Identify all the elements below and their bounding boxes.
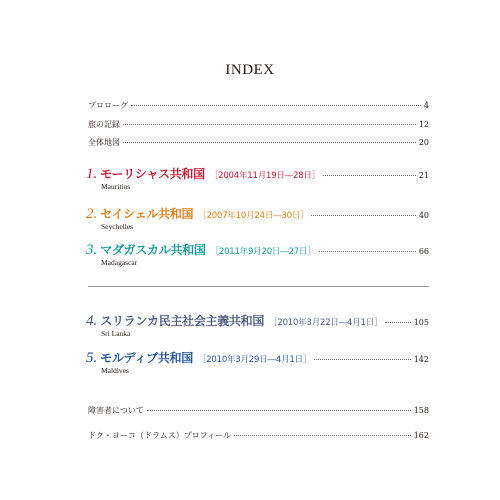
dot-leader xyxy=(123,124,416,125)
toc-entry-seychelles[interactable] xyxy=(86,205,429,231)
chapter-number: 2. xyxy=(86,206,98,222)
toc-row-overall-map[interactable] xyxy=(88,138,429,148)
toc-page: 66 xyxy=(418,247,429,256)
dot-leader xyxy=(131,105,421,106)
toc-entry-mauritius[interactable] xyxy=(86,165,429,191)
travel-dates: ［2007年10月24日―30日］ xyxy=(198,211,309,221)
toc-page: 142 xyxy=(413,355,429,364)
travel-dates: ［2010年3月22日―4月1日］ xyxy=(269,318,383,328)
country-name-english: Maldives xyxy=(101,366,129,375)
travel-dates: ［2010年3月29日―4月1日］ xyxy=(197,355,312,365)
dot-leader xyxy=(234,435,411,436)
dot-leader xyxy=(323,175,416,176)
toc-row-profile[interactable] xyxy=(88,431,429,441)
country-name-english: Sri Lanka xyxy=(101,329,131,338)
country-name: モルディブ共和国 xyxy=(100,351,193,365)
toc-page: 105 xyxy=(413,318,429,327)
toc-page: 20 xyxy=(418,138,429,147)
toc-entry-madagascar[interactable] xyxy=(86,241,429,267)
toc-label: 障害者について xyxy=(88,406,144,415)
toc-row-travel-record[interactable] xyxy=(88,120,429,130)
page-title: INDEX xyxy=(225,62,275,78)
toc-page: 4 xyxy=(423,101,429,110)
toc-page: 162 xyxy=(413,431,429,440)
country-name-english: Madagascar xyxy=(101,258,138,267)
toc-page: 21 xyxy=(418,171,429,180)
toc-row-prologue[interactable] xyxy=(88,101,429,111)
toc-page: 40 xyxy=(418,211,429,220)
dot-leader xyxy=(314,359,411,360)
toc-label: プロローグ xyxy=(88,101,128,110)
country-name-english: Seychelles xyxy=(101,222,134,231)
toc-entry-sri-lanka[interactable] xyxy=(86,312,429,338)
chapter-number: 3. xyxy=(86,242,98,258)
dot-leader xyxy=(319,251,416,252)
dot-leader xyxy=(311,215,415,216)
country-name: マダガスカル共和国 xyxy=(100,243,206,257)
travel-dates: ［2011年9月20日―27日］ xyxy=(210,247,316,257)
country-name: スリランカ民主社会主義共和国 xyxy=(100,314,265,328)
toc-row-about-disability[interactable] xyxy=(88,406,429,416)
toc-label: ドク・ヨーコ（ドラムス）プロフィール xyxy=(88,431,231,440)
section-divider xyxy=(88,286,429,287)
chapter-number: 5. xyxy=(86,350,98,366)
dot-leader xyxy=(123,142,416,143)
country-name: モーリシャス共和国 xyxy=(100,167,205,181)
travel-dates: ［2004年11月19日―28日］ xyxy=(209,171,321,181)
dot-leader xyxy=(147,410,411,411)
dot-leader xyxy=(385,322,410,323)
chapter-number: 1. xyxy=(86,166,98,182)
country-name-english: Mauritius xyxy=(101,182,131,191)
toc-page: 158 xyxy=(413,406,429,415)
toc-page: 12 xyxy=(418,120,429,129)
toc-entry-maldives[interactable] xyxy=(86,349,429,375)
toc-label: 旅の記録 xyxy=(88,120,120,129)
chapter-number: 4. xyxy=(86,313,98,329)
country-name: セイシェル共和国 xyxy=(100,207,194,221)
toc-label: 全体地図 xyxy=(88,138,120,147)
